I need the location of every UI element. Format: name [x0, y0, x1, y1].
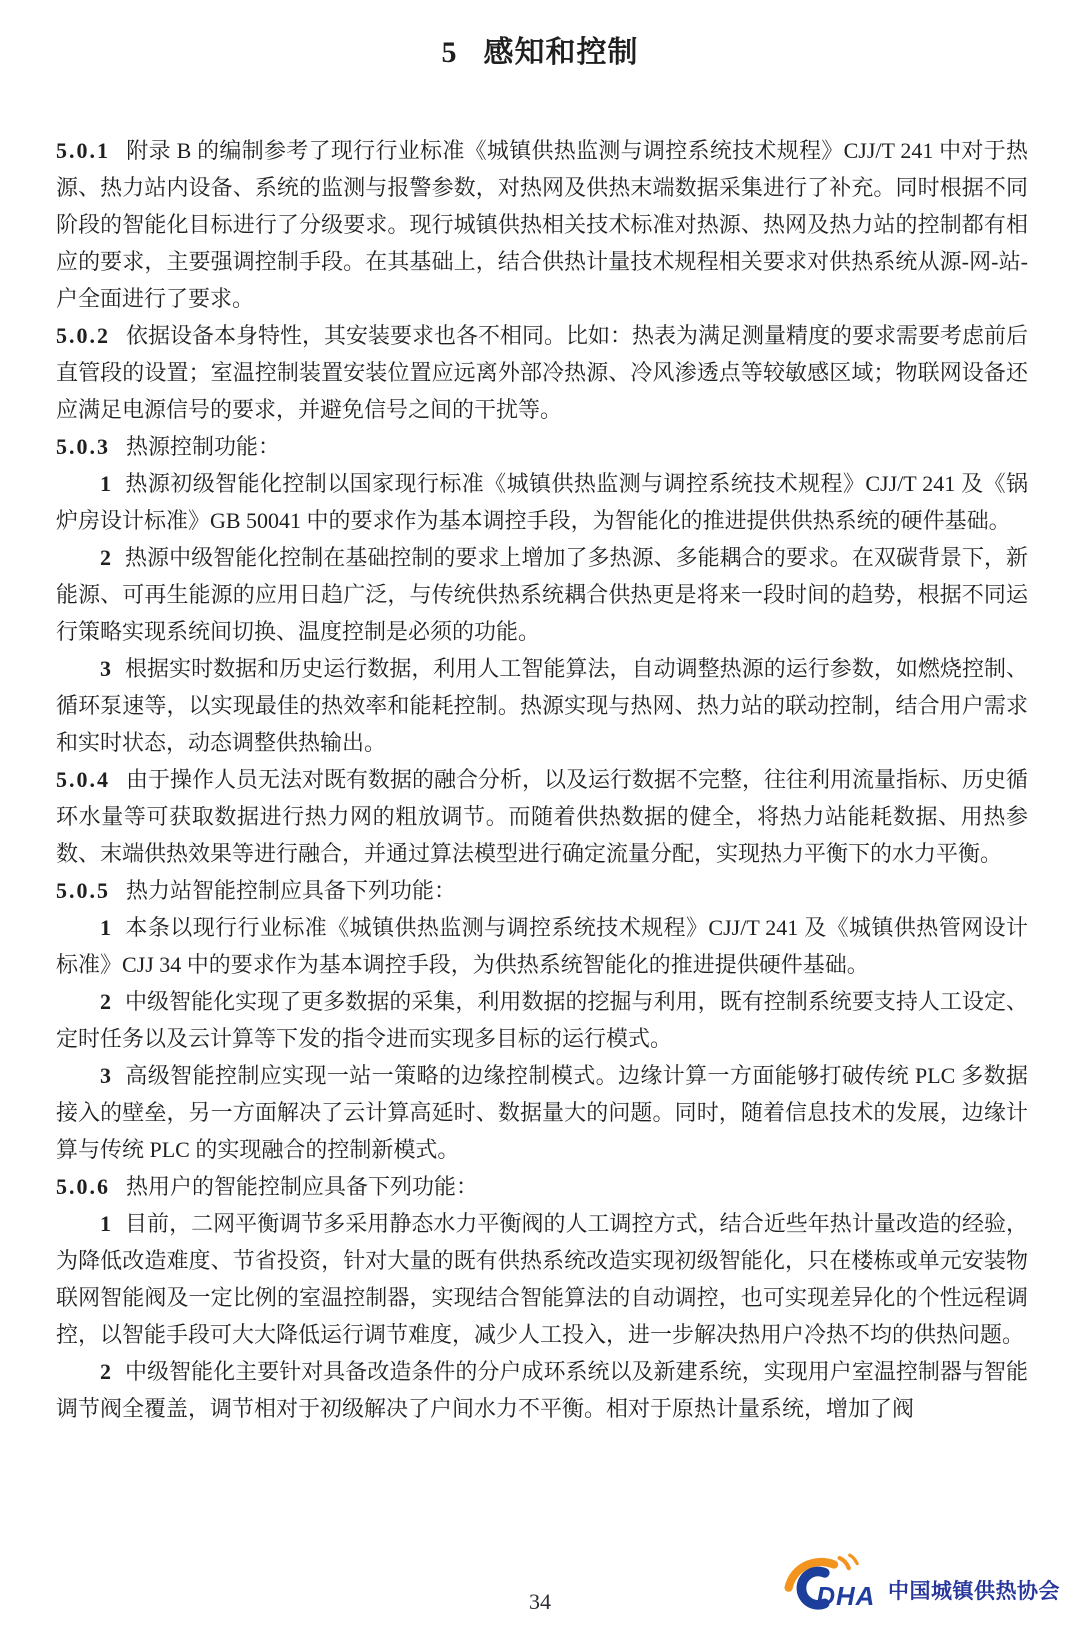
clause-5-0-1: [56, 132, 1028, 317]
clause-5-0-3-item-2: [56, 539, 1028, 650]
item-number: 2: [100, 545, 111, 570]
clause-5-0-3-item-3: [56, 650, 1028, 761]
item-text: 本条以现行行业标准《城镇供热监测与调控系统技术规程》CJJ/T 241 及《城镇供热管网设计标准》CJJ 34 中的要求作为基本调控手段，为供热系统智能化的推进提供硬件基础。: [56, 915, 1028, 977]
cdha-logo: [784, 1550, 1060, 1616]
item-text: 目前，二网平衡调节多采用静态水力平衡阀的人工调控方式，结合近些年热计量改造的经验，为降低改造难度、节省投资，针对大量的既有供热系统改造实现初级智能化，只在楼栋或单元安装物联网智能阀及一定比例的室温控制器，实现结合智能算法的自动调控，也可实现差异化的个性远程调控，以智能手段可大大降低运行调节难度，减少人工投入，进一步解决热用户冷热不均的供热问题。: [56, 1211, 1028, 1347]
item-number: 2: [100, 989, 111, 1014]
clause-5-0-2: [56, 317, 1028, 428]
item-text: 中级智能化主要针对具备改造条件的分户成环系统以及新建系统，实现用户室温控制器与智能调节阀全覆盖，调节相对于初级解决了户间水力不平衡。相对于原热计量系统，增加了阀: [56, 1359, 1028, 1421]
clause-number: 5.0.4: [56, 767, 110, 792]
clause-5-0-5-item-3: [56, 1057, 1028, 1168]
clause-5-0-5: [56, 872, 1028, 909]
clause-5-0-5-item-1: [56, 909, 1028, 983]
clause-5-0-6-item-2: [56, 1353, 1028, 1427]
clause-text: 热源控制功能：: [126, 434, 281, 459]
clause-5-0-4: [56, 761, 1028, 872]
logo-orange-wave-icon: [840, 1558, 849, 1568]
clause-text: 附录 B 的编制参考了现行行业标准《城镇供热监测与调控系统技术规程》CJJ/T 241 中对于热源、热力站内设备、系统的监测与报警参数，对热网及供热末端数据采集进行了补充。同时根据不同阶段的智能化目标进行了分级要求。现行城镇供热相关技术标准对热源、热网及热力站的控制都有相应的要求，主要强调控制手段。在其基础上，结合供热计量技术规程相关要求对供热系统从源-网-站-户全面进行了要求。: [56, 138, 1028, 311]
logo-abbr-text: DHA: [816, 1583, 876, 1612]
clause-number: 5.0.5: [56, 878, 110, 903]
clause-5-0-6: [56, 1168, 1028, 1205]
chapter-heading: [0, 27, 1080, 71]
chapter-number: 5: [441, 36, 458, 69]
item-number: 2: [100, 1359, 111, 1384]
page-number: 34: [529, 1589, 551, 1614]
clause-text: 依据设备本身特性，其安装要求也各不相同。比如：热表为满足测量精度的要求需要考虑前后直管段的设置；室温控制装置安装位置应远离外部冷热源、冷风渗透点等较敏感区域；物联网设备还应满足电源信号的要求，并避免信号之间的干扰等。: [56, 323, 1029, 422]
clause-number: 5.0.1: [56, 138, 110, 163]
clause-5-0-5-item-2: [56, 983, 1028, 1057]
clause-5-0-3-item-1: [56, 465, 1028, 539]
cdha-logo-icon: [784, 1550, 884, 1616]
item-number: 3: [100, 656, 111, 681]
chapter-title: 感知和控制: [483, 36, 639, 69]
clause-5-0-3: [56, 428, 1028, 465]
item-number: 1: [100, 471, 111, 496]
item-text: 热源初级智能化控制以国家现行标准《城镇供热监测与调控系统技术规程》CJJ/T 241 及《锅炉房设计标准》GB 50041 中的要求作为基本调控手段，为智能化的推进提供供热系统的硬件基础。: [56, 471, 1028, 533]
clause-text: 热用户的智能控制应具备下列功能：: [126, 1174, 479, 1199]
item-number: 1: [100, 1211, 111, 1236]
clause-text: 由于操作人员无法对既有数据的融合分析，以及运行数据不完整，往往利用流量指标、历史循环水量等可获取数据进行热力网的粗放调节。而随着供热数据的健全，将热力站能耗数据、用热参数、末端供热效果等进行融合，并通过算法模型进行确定流量分配，实现热力平衡下的水力平衡。: [56, 767, 1029, 866]
logo-orange-wave-small-icon: [850, 1555, 857, 1563]
item-text: 高级智能控制应实现一站一策略的边缘控制模式。边缘计算一方面能够打破传统 PLC 多数据接入的壁垒，另一方面解决了云计算高延时、数据量大的问题。同时，随着信息技术的发展，边缘计算与传统 PLC 的实现融合的控制新模式。: [56, 1063, 1028, 1162]
clause-5-0-6-item-1: [56, 1205, 1028, 1353]
item-text: 根据实时数据和历史运行数据，利用人工智能算法，自动调整热源的运行参数，如燃烧控制、循环泵速等，以实现最佳的热效率和能耗控制。热源实现与热网、热力站的联动控制，结合用户需求和实时状态，动态调整供热输出。: [56, 656, 1028, 755]
document-body: [56, 132, 1028, 1427]
item-number: 3: [100, 1063, 111, 1088]
clause-number: 5.0.2: [56, 323, 110, 348]
clause-number: 5.0.6: [56, 1174, 110, 1199]
clause-text: 热力站智能控制应具备下列功能：: [126, 878, 457, 903]
item-number: 1: [100, 915, 111, 940]
clause-number: 5.0.3: [56, 434, 110, 459]
item-text: 热源中级智能化控制在基础控制的要求上增加了多热源、多能耦合的要求。在双碳背景下，新能源、可再生能源的应用日趋广泛，与传统供热系统耦合供热更是将来一段时间的趋势，根据不同运行策略实现系统间切换、温度控制是必须的功能。: [56, 545, 1028, 644]
item-text: 中级智能化实现了更多数据的采集，利用数据的挖掘与利用，既有控制系统要支持人工设定、定时任务以及云计算等下发的指令进而实现多目标的运行模式。: [56, 989, 1028, 1051]
logo-org-name: 中国城镇供热协会: [888, 1580, 1060, 1603]
